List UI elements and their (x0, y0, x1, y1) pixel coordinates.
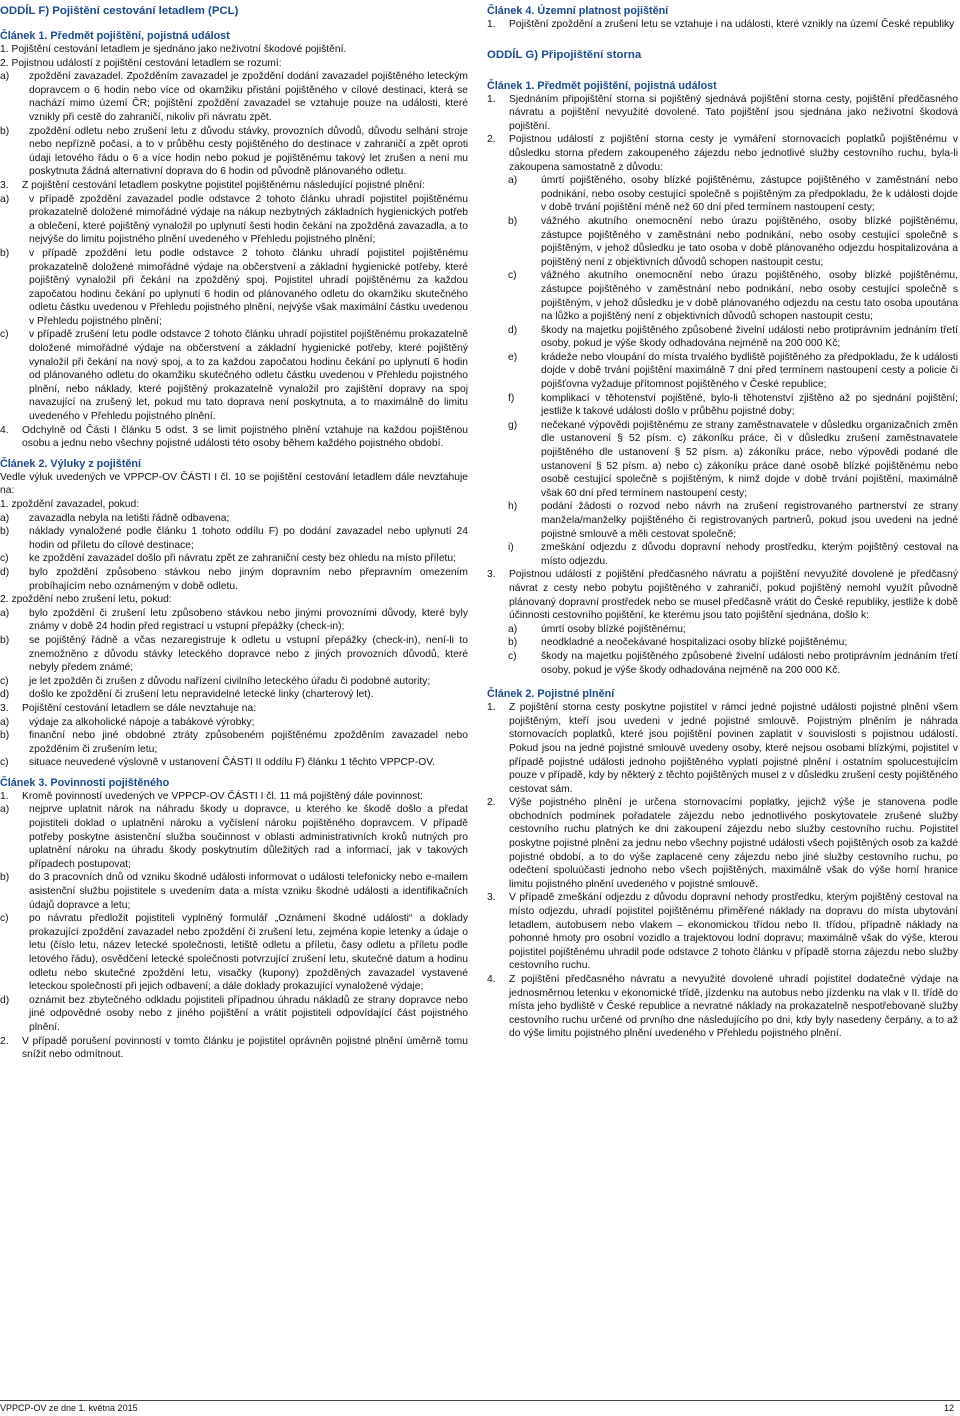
article-1-title: Článek 1. Předmět pojištění, pojistná událost (0, 30, 230, 42)
list-item: 4. Odchylně od Části I článku 5 odst. 3 se limit pojistného plnění vztahuje na každou pojištěnou osobu a jednu nebo všechny pojistné události této osoby během každého pojistného období. (0, 424, 468, 450)
list-item: d) bylo zpoždění způsobeno stávkou nebo jiným dopravním nebo přepravním omezením probíhajícím nebo oznámeným v době odletu. (0, 566, 468, 592)
list-item: f) komplikací v těhotenství pojištěné, bylo-li těhotenství zjištěno až po sjednání pojištění; jestliže k takové události došlo v průběhu pojistné doby; (508, 392, 958, 418)
list-item: 3. Pojistnou událostí z pojištění předčasného návratu a pojištění nevyužité dovolené je předčasný návrat z cesty nebo pobytu pojištěného v zahraničí, pokud pojištěný nemohl využít původně plánovaný dopravní prostředek nebo se musel předčasně vrátit do České republiky, jestliže k době účinnosti cestovního pojištění, ke kterému jsou tato pojištění sjednána, došlo k: (487, 569, 958, 622)
paragraph: 1. Pojištění cestování letadlem je sjednáno jako neživotní škodové pojištění. (0, 44, 347, 55)
section-title-g: ODDÍL G) Připojištění storna (487, 48, 642, 61)
footer-document-id: VPPCP-OV ze dne 1. května 2015 (0, 1403, 138, 1413)
list-item: c) po návratu předložit pojistiteli vyplněný formulář „Oznámení škodné události“ a doklady prokazující zpoždění zavazadel nebo zpoždění či zrušení letu, zejména kopie letenky a údaje o letu (číslo letu, název letecké společnosti, letiště odletu a příletu, časy odletu a příletu podle letového řádu), osvědčení letecké společnosti potvrzující zrušení letu, skutečné datum a hodinu odletu nebo skutečné zpoždění letu, visačky (kupony) zpožděných zavazadel vystavené leteckou společností při jejich odbavení; a dále doklady prokazující vynaložené výdaje; (0, 913, 468, 993)
list-item: b) vážného akutního onemocnění nebo úrazu pojištěného, osoby blízké pojištěnému, zástupce pojištěného v zaměstnání nebo podnikání, nebo osoby cestující společně s pojištěným, v jehož důsledku je tato osoba v době plánovaného odjezdu hospitalizována a pojištěný není z objektivních důvodů schopen nastoupit cestu; (508, 215, 958, 268)
paragraph: 1. zpoždění zavazadel, pokud: (0, 499, 140, 510)
list-item: b) do 3 pracovních dnů od vzniku škodné události informovat o události telefonicky nebo e-mailem asistenční službu pojistitele s uvedením data a místa vzniku škodné události a identifikačních údajů dopravce a letu; (0, 872, 468, 911)
article-g1-title: Článek 1. Předmět pojištění, pojistná událost (487, 79, 717, 92)
list-item: d) došlo ke zpoždění či zrušení letu nepravidelné letecké linky (charterový let). (0, 689, 374, 701)
article-4-title: Článek 4. Územní platnost pojištění (487, 5, 669, 17)
list-item: 4. Z pojištění předčasného návratu a nevyužité dovolené uhradí pojistitel dodatečné výdaje na jednosměrnou letenku v ekonomické třídě, jízdenku na autobus nebo jízdenku na vlak v II. třídě do místa jeho bydliště v České republice a nevratné náklady na prokazatelně nespotřebované služby cestovního ruchu určené od prvního dne následujícího po dni, kdy byly nasedeny čerpány, a to až do výše limitu pojistného plnění uvedeného v Přehledu pojistného plnění. (487, 974, 958, 1040)
list-item: 2. V případě porušení povinností v tomto článku je pojistitel oprávněn pojistné plnění úměrně tomu snížit nebo odmítnout. (0, 1035, 468, 1061)
list-item: 3. Z pojištění cestování letadlem poskytne pojistitel pojištěnému následující pojistné plnění: (0, 179, 425, 191)
list-item: c) škody na majetku pojištěného způsobené živelní události nebo protiprávním jednáním třetí osoby, pokud je výše škody odhadována nejméně na 200 000 Kč. (508, 650, 958, 676)
list-item: a) nejprve uplatnit nárok na náhradu škody u dopravce, u kterého ke škodě došlo a předat pojistiteli doklad o uplatnění nároku a vyčíslení nároku pojištěného dopravcem. V případě potřeby poskytne asistenční služba součinnost v oblasti administrativních kroků nutných pro uplatnění nároku na úhradu škody poskytnutím důležitých rad a informací, jak v takových případech postupovat; (0, 804, 468, 870)
list-item: h) podání žádosti o rozvod nebo návrh na zrušení registrovaného partnerství ze strany manžela/manželky pojištěného či registrovaných partnerů, pokud jsou uvedeni na jedné pojistné smlouvě a měli cestovat společně; (508, 501, 958, 540)
list-item: 3. Pojištění cestování letadlem se dále nevztahuje na: (0, 702, 257, 714)
paragraph: 2. zpoždění nebo zrušení letu, pokud: (0, 594, 172, 606)
article-2-title: Článek 2. Výluky z pojištění (0, 457, 142, 470)
list-item: b) neodkladné a neočekávané hospitalizaci osoby blízké pojištěnému; (508, 637, 848, 649)
list-item: 3. V případě zmeškání odjezdu z důvodu dopravní nehody prostředku, kterým pojištěný cestoval na místo odjezdu, uhradí pojistitel pojištěnému přiměřené náklady na dopravu do místa ubytování letadlem, autobusem nebo vlakem – ekonomickou třídou nebo II. třídou, případně náklady na pohonné hmoty pro osobní vozidlo a trajektovou lodní dopravu; maximálně však do výše, kterou pojistitel pojištěnému uhradil pode odstavce 2 tohoto článku v případě storna zájezdu nebo služby cestovního ruchu. (487, 892, 958, 972)
page-footer (0, 1400, 960, 1416)
list-item: d) škody na majetku pojištěného způsobené živelní události nebo protiprávním jednáním třetí osoby, pokud je výše škody odhadována nejméně na 200 000 Kč; (508, 324, 958, 350)
list-item: a) úmrtí osoby blízké pojištěnému; (508, 623, 686, 635)
list-item: a) bylo zpoždění či zrušení letu způsobeno stávkou nebo jinými provozními důvody, které byly známy v době 24 hodin před registrací u vstupní přepážky (check-in); (0, 607, 468, 633)
list-item: c) vážného akutního onemocnění nebo úrazu pojištěného, osoby blízké pojištěnému, zástupce pojištěného v zaměstnání nebo podnikání, nebo osoby cestující společně s pojištěným, v jehož důsledku je v době plánovaného odjezdu na cestu tato osoba upoutána na lůžko a pojištěný není z objektivních důvodů schopen nastoupit cestu; (508, 270, 958, 323)
paragraph: 2. Pojistnou událostí z pojištění cestování letadlem se rozumí: (0, 57, 282, 69)
list-item: 1. Z pojištění storna cesty poskytne pojistitel v rámci jedné pojistné události pojistné plnění všem pojištěným, kteří jsou uvedeni v jedné pojistné smlouvě. Pojistným plněním je náhrada stornovacích poplatků, které jsou pojištění povinen zaplatit v souvislosti s pojistnou událostí. Pokud jsou na jedné pojistné smlouvě uvedeny osoby, které nejsou osobami blízkými, pojistitel v případě pojistné události jednoho pojištěného vyplatí pojistné plnění i ostatním spolucestujícím pouze v případě, kdy by některý z těchto pojištěných musel z v důsledku zrušení cesty pojištěného cestovat sám. (487, 702, 958, 795)
section-title-f: ODDÍL F) Pojištění cestování letadlem (PCL) (0, 5, 239, 17)
list-item: b) zpoždění odletu nebo zrušení letu z důvodu stávky, provozních důvodů, důvodu selhání stroje nebo nepřízně počasí, a to v průběhu cesty pojištěného do destinace v zahraničí a zpět oproti údaji letového řádu o 6 a více hodin nebo pokud je pojištěnému takový let zrušen a není mu poskytnuta žádná alternativní doprava do 6 hodin od původně plánovaného odletu. (0, 125, 468, 178)
list-item: b) se pojištěný řádně a včas nezaregistruje k odletu u vstupní přepážky (check-in), není-li to znemožněno z důvodu stávky leteckého dopravce nebo z jiných provozních důvodů, které nebyly předem známé; (0, 634, 468, 674)
list-item: b) v případě zpoždění letu podle odstavce 2 tohoto článku uhradí pojistitel pojištěnému prokazatelně doložené mimořádné výdaje na občerstvení a základní hygienické potřeby, které pojištěný vynaložil při čekání na zpožděný spoj. Pojistitel uhradí pojištěnému za každou započatou hodinu čekání po uplynutí 6 hodin od plánovaného odletu do okamžiku skutečného odletu částku uvedenou v Přehledu pojistného plnění, nejvýše však maximální částku uvedenou v Přehledu pojistného plnění; (0, 247, 468, 327)
list-item: 2. Výše pojistného plnění je určena stornovacími poplatky, jejichž výše je stanovena podle obchodních podmínek pořadatele zájezdu nebo jednotlivého poskytovatele zrušené služby cestovního ruchu platných ke dni zakoupení zájezdu nebo služby cestovního ruchu. Pojistitel poskytne pojistné plnění za jednu nebo všechny pojistné události všech pojištěných osob za každé pojistné období, a to do výše zaplacené ceny zájezdu nebo jiné služby cestovního ruchu, po odečtení spoluúčasti jednoho nebo všech pojištěných, maximálně však do výše horní hranice limitu pojistného plnění uvedeného v pojistné smlouvě. (487, 797, 958, 890)
list-item: c) je let zpožděn či zrušen z důvodu nařízení civilního leteckého úřadu či podobné autority; (0, 675, 431, 687)
list-item: b) finanční nebo jiné obdobné ztráty způsobeném pojištěnému zpožděním zavazadel nebo zpožděním či zrušením letu; (0, 730, 468, 755)
list-item: a) zavazadla nebyla na letišti řádně odbavena; (0, 512, 230, 524)
list-item: 1. Kromě povinností uvedených ve VPPCP-OV ČÁSTI I čl. 11 má pojištěný dále povinnost: (0, 790, 424, 802)
list-item: a) zpoždění zavazadel. Zpožděním zavazadel je zpoždění dodání zavazadel pojištěného leteckým dopravcem o 6 hodin nebo více od okamžiku přistání pojištěného v cílové destinaci, která se nachází mimo území ČR; pojištění zpoždění zavazadel se vztahuje pouze na události, které vznikly při cestě do zahraničí, nikoliv při návratu zpět. (0, 71, 468, 123)
right-column (487, 4, 958, 1041)
list-item: b) náklady vynaložené podle článku 1 tohoto oddílu F) po dodání zavazadel nebo uplynutí 24 hodin od příletu do cílové destinace; (0, 526, 468, 551)
list-item: d) oznámit bez zbytečného odkladu pojistiteli případnou úhradu nákladů ze strany dopravce nebo jiné odpovědné osoby nebo z jiného pojištění a vrátit pojistiteli odpovídající část pojistného plnění. (0, 994, 468, 1033)
list-item: g) nečekané výpovědi pojištěnému ze strany zaměstnavatele v důsledku organizačních změn dle ustanovení § 52 písm. c) zákoníku práce, či v důsledku zrušení zaměstnavatele pojištěného dle ustanovení § 52 písm. a) zákoníku práce, nebo výpovědi podané dle ustanovení § 52 písm. a) nebo c) zákoníku práce dané osobě blízké pojištěnému nebo osobě cestující společně s pojištěným, k nimž dojde v době trvání pojištění, maximálně však 60 dní před termínem nastoupení cesty; (508, 419, 958, 499)
article-3-title: Článek 3. Povinnosti pojištěného (0, 776, 170, 789)
article-g2-title: Článek 2. Pojistné plnění (487, 688, 615, 701)
list-item: c) ke zpoždění zavazadel došlo při návratu zpět ze zahraniční cesty bez ohledu na místo příletu; (0, 553, 456, 565)
list-item: a) v případě zpoždění zavazadel podle odstavce 2 tohoto článku uhradí pojistitel pojištěnému prokazatelně doložené mimořádné výdaje na nákup nezbytných základních hygienických potřeb a oblečení, které pojištěný vynaložil po uplynutí šesti hodin čekání na zpožděná zavazadla, a to nejvýše do limitu pojistného plnění uvedeného v Přehledu pojistného plnění; (0, 193, 468, 246)
list-item: a) výdaje za alkoholické nápoje a tabákové výrobky; (0, 716, 255, 728)
list-item: e) krádeže nebo vloupání do místa trvalého bydliště pojištěného za předpokladu, že k události dojde v době trvání pojištění maximálně 7 dní před termínem nastoupení cesty a policie či pojišťovna vyžaduje přítomnost pojištěného v České republice; (508, 351, 958, 391)
page-number: 12 (943, 1403, 954, 1413)
list-item: a) úmrtí pojištěného, osoby blízké pojištěnému, zástupce pojištěného v zaměstnání nebo podnikání, nebo osoby cestující společně s pojištěným za předpokladu, že k události dojde v době trvání pojištění méně než 60 dní před termínem nastoupení cesty; (508, 175, 958, 214)
list-item: c) v případě zrušení letu podle odstavce 2 tohoto článku uhradí pojistitel pojištěnému prokazatelně doložené mimořádné výdaje na občerstvení a základní hygienické potřeby, které pojištěný vynaložil při čekání na nový spoj, a to za každou započatou hodinu čekání po uplynutí 6 hodin od plánovaného odletu do okamžiku skutečného odletu částku uvedenou v Přehledu pojistného plnění, nebo náklady, které pojištěný prokazatelně vynaložil pro zajištění dopravy na spoj navazující na zrušený let, pokud mu tato doprava není poskytnuta, a to maximálně do limitu uvedeného v Přehledu pojistného plnění. (0, 329, 468, 423)
list-item: 1. Pojištění zpoždění a zrušení letu se vztahuje i na události, které vznikly na území České republiky (487, 19, 955, 30)
list-item: c) situace neuvedené výslovně v ustanovení ČÁSTI II oddílu F) článku 1 těchto VPPCP-OV. (0, 757, 435, 769)
list-item: 2. Pojistnou událostí z pojištění storna cesty je vymáření stornovacích poplatků pojištěnému v důsledku storna předem zakoupeného zájezdu nebo jednotlivé služby cestovního ruchu, byla-li zakoupena samostatně z důvodu: (487, 134, 958, 173)
list-item: 1. Sjednáním připojištění storna si pojištěný sjednává pojištění storna cesty, pojištění předčasného návratu a pojištění nevyužité dovolené. Tato pojištění jsou sjednána jako neživotní škodová pojištění. (487, 93, 958, 132)
paragraph: Vedle výluk uvedených ve VPPCP-OV ČÁSTI I čl. 10 se pojištění cestování letadlem dále nevztahuje na: (0, 471, 468, 497)
list-item: i) zmeškání odjezdu z důvodu dopravní nehody prostředku, kterým pojištěný cestoval na místo odjezdu. (508, 542, 958, 567)
left-column (0, 4, 468, 1062)
